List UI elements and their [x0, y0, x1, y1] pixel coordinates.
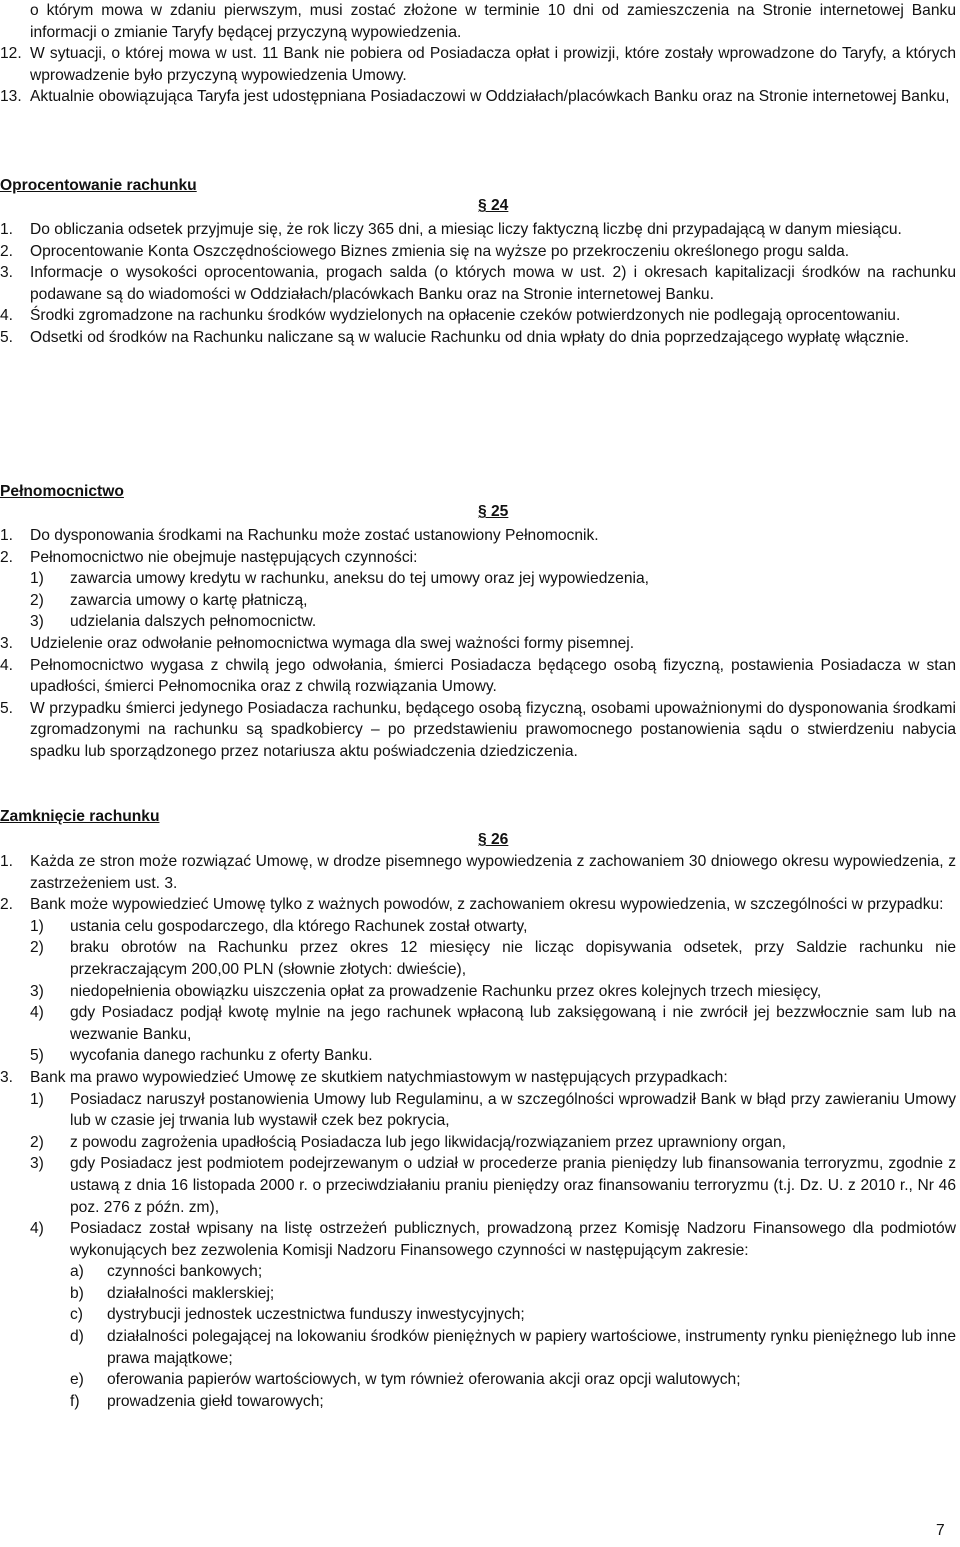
item-number: 5.: [0, 699, 14, 717]
continuation-text: o którym mowa w zdaniu pierwszym, musi zostać złożone w terminie 10 dni od zamieszczenia na Stronie internetowej Banku informacji o zmianie Taryfy będącej przyczyną wypowiedzenia.: [30, 2, 956, 41]
item-number: 4.: [0, 656, 14, 674]
item-number: 4): [30, 1220, 44, 1238]
item-number: 5.: [0, 328, 14, 346]
item-text: Posiadacz naruszył postanowienia Umowy lub Regulaminu, a w szczególności wprowadził Bank w błąd przy zawieraniu Umowy lub w czasie jej trwania lub wystawił czek bez pokrycia,: [70, 1090, 956, 1130]
item-text: dystrybucji jednostek uczestnictwa funduszy inwestycyjnych;: [107, 1306, 525, 1324]
intro-section: [0, 0, 956, 108]
section-heading-zamkniecie: Zamknięcie rachunku: [0, 808, 160, 825]
paragraph-number: § 26: [478, 831, 509, 848]
item-number: 4.: [0, 307, 14, 325]
item-text: udzielania dalszych pełnomocnictw.: [70, 613, 317, 631]
list-item: [0, 262, 956, 305]
item-number: 2): [30, 939, 44, 957]
item-text: Informacje o wysokości oprocentowania, progach salda (o których mowa w ust. 2) i okresach kapitalizacji środków na rachunku podawane są do wiadomości w Oddziałach/placówkach Banku oraz na Stronie internetowej Banku.: [30, 264, 956, 303]
item-text: prowadzenia giełd towarowych;: [107, 1392, 324, 1410]
list-item: 3. Bank ma prawo wypowiedzieć Umowę ze skutkiem natychmiastowym w następujących przypadkach:: [0, 1068, 728, 1086]
item-text: W sytuacji, o której mowa w ust. 11 Bank nie pobiera od Posiadacza opłat i prowizji, które zostały wprowadzone do Taryfy, a których wprowadzenie było przyczyną wypowiedzenia Umowy.: [30, 45, 956, 84]
list-item: [0, 1153, 956, 1218]
list-item: 1. Do dysponowania środkami na Rachunku może zostać ustanowiony Pełnomocnik.: [0, 527, 599, 544]
list-item: [0, 916, 956, 938]
list-item: 1. Każda ze stron może rozwiązać Umowę, w drodze pisemnego wypowiedzenia z zachowaniem 30 dniowego okresu wypowiedzenia, z zastrzeżeniem ust. 3.: [0, 853, 956, 892]
list-item: [0, 1391, 956, 1413]
item-text: oferowania papierów wartościowych, w tym również oferowania akcji oraz opcji walutowych;: [107, 1371, 741, 1389]
item-text: Oprocentowanie Konta Oszczędnościowego Biznes zmienia się na wyższe po przekroczeniu określonego progu salda.: [30, 242, 850, 260]
item-number: e): [70, 1371, 84, 1389]
item-number: 3.: [0, 264, 14, 282]
list-item: [0, 43, 956, 86]
item-text: Udzielenie oraz odwołanie pełnomocnictwa wymaga dla swej ważności formy pisemnej.: [30, 634, 635, 652]
item-text: z powodu zagrożenia upadłością Posiadacza lub jego likwidacją/rozwiązaniem przez uprawniony organ,: [70, 1133, 786, 1151]
list-item: [0, 327, 956, 349]
item-text: Do obliczania odsetek przyjmuje się, że rok liczy 365 dni, a miesiąc liczy faktyczną liczbę dni przypadającą w danym miesiącu.: [30, 221, 902, 238]
list-item: 2. Bank może wypowiedzieć Umowę tylko z ważnych powodów, z zachowaniem okresu wypowiedzenia, w szczególności w przypadku:: [0, 896, 944, 914]
item-number: 1): [30, 570, 44, 588]
list-item: [0, 86, 956, 108]
item-text: Posiadacz został wpisany na listę ostrzeżeń publicznych, prowadzoną przez Komisję Nadzoru Finansowego dla podmiotów wykonujących bez zezwolenia Komisji Nadzoru Finansowego czynności w następującym zakresie:: [70, 1220, 956, 1259]
list-item: [0, 1089, 956, 1132]
list-item: [0, 1261, 956, 1283]
list-item: [0, 219, 956, 241]
item-text: Odsetki od środków na Rachunku naliczane są w walucie Rachunku od dnia wpłaty do dnia poprzedzającego wypłatę włącznie.: [30, 328, 909, 346]
list-item: [0, 981, 956, 1003]
item-text: działalności polegającej na lokowaniu środków pieniężnych w papiery wartościowe, instrumenty rynku pieniężnego lub inne prawa majątkowe;: [107, 1328, 956, 1367]
list-item: [0, 241, 956, 263]
item-number: 3.: [0, 634, 14, 652]
item-number: 2.: [0, 242, 14, 260]
list-item: [0, 1369, 956, 1391]
item-text: niedopełnienia obowiązku uiszczenia opłat za prowadzenie Rachunku przez okres kolejnych trzech miesięcy,: [70, 982, 822, 1000]
item-text: Pełnomocnictwo wygasa z chwilą jego odwołania, śmierci Posiadacza będącego osobą fizyczną, postawienia Posiadacza w stan upadłości, śmierci Pełnomocnika oraz z chwilą rozwiązania Umowy.: [30, 656, 956, 696]
item-number: 3): [30, 1155, 44, 1173]
item-number: 12.: [0, 45, 22, 63]
item-number: 1): [30, 917, 44, 935]
list-item: [0, 1045, 956, 1067]
section-26-list: [0, 851, 956, 1412]
list-item: [0, 1132, 956, 1154]
item-text: gdy Posiadacz jest podmiotem podejrzewanym o udział w procederze prania pieniędzy lub finansowania terroryzmu, zgodnie z ustawą z dnia 16 listopada 2000 r. o przeciwdziałaniu praniu pieniędzy oraz finansowaniu terroryzmu (t.j. Dz. U. z 2010 r., Nr 46 poz. 276 z późn. zm),: [70, 1155, 956, 1216]
page-number: 7: [936, 1522, 945, 1539]
list-item: [0, 1002, 956, 1045]
item-text: Aktualnie obowiązująca Taryfa jest udostępniana Posiadaczowi w Oddziałach/placówkach Banku oraz na Stronie internetowej Banku,: [30, 88, 950, 106]
list-item: [0, 1218, 956, 1261]
item-number: 2): [30, 1133, 44, 1151]
item-text: zawarcia umowy kredytu w rachunku, aneksu do tej umowy oraz jej wypowiedzenia,: [70, 570, 649, 588]
item-number: b): [70, 1284, 84, 1302]
item-text: Środki zgromadzone na rachunku środków wydzielonych na opłacenie czeków potwierdzonych nie podlegają oprocentowaniu.: [30, 307, 901, 325]
item-text: ustania celu gospodarczego, dla którego Rachunek został otwarty,: [70, 917, 528, 935]
list-item: [0, 590, 956, 612]
item-number: 5): [30, 1047, 44, 1065]
list-item: [0, 1283, 956, 1305]
item-number: 1): [30, 1090, 44, 1108]
list-item: 2. Pełnomocnictwo nie obejmuje następujących czynności:: [0, 548, 418, 566]
item-number: a): [70, 1263, 84, 1281]
item-number: 4): [30, 1004, 44, 1022]
list-item: [0, 633, 956, 655]
item-text: W przypadku śmierci jedynego Posiadacza rachunku, będącego osobą fizyczną, osobami upoważnionymi do dysponowania środkami zgromadzonymi na rachunku są spadkobiercy – po przedstawieniu prawomocnego postanowienia sądu o stwierdzeniu nabycia spadku lub sporządzonego przez notariusza aktu poświadczenia dziedziczenia.: [30, 699, 956, 760]
item-number: 2): [30, 591, 44, 609]
section-heading-oprocentowanie: Oprocentowanie rachunku: [0, 177, 197, 194]
item-number: d): [70, 1328, 84, 1346]
item-number: 13.: [0, 88, 22, 106]
item-number: 1.: [0, 221, 14, 238]
item-number: 3): [30, 982, 44, 1000]
item-text: wycofania danego rachunku z oferty Banku.: [70, 1047, 373, 1065]
section-24-list: [0, 219, 956, 349]
item-number: c): [70, 1306, 83, 1324]
paragraph-number: § 24: [478, 197, 509, 214]
list-item: [0, 937, 956, 980]
item-text: działalności maklerskiej;: [107, 1284, 275, 1302]
list-item: [0, 1326, 956, 1369]
item-text: braku obrotów na Rachunku przez okres 12 miesięcy nie licząc dopisywania odsetek, przy Saldzie rachunku nie przekraczającym 200,00 PLN (słownie złotych: dwieście),: [70, 939, 956, 978]
item-text: gdy Posiadacz podjął kwotę mylnie na jego rachunek wpłaconą lub zaksięgowaną i nie zwrócił jej bezzwłocznie sam lub na wezwanie Banku,: [70, 1004, 956, 1043]
item-text: zawarcia umowy o kartę płatniczą,: [70, 591, 308, 609]
item-text: czynności bankowych;: [107, 1263, 263, 1281]
list-item: [0, 655, 956, 698]
section-25-list: [0, 525, 956, 763]
paragraph-number: § 25: [478, 503, 509, 520]
section-heading-pelnomocnictwo: Pełnomocnictwo: [0, 483, 124, 500]
list-item: [0, 0, 956, 43]
list-item: [0, 611, 956, 633]
list-item: [0, 305, 956, 327]
list-item: [0, 698, 956, 763]
item-number: f): [70, 1392, 80, 1410]
list-item: [0, 568, 956, 590]
item-number: 3): [30, 613, 44, 631]
list-item: [0, 1304, 956, 1326]
